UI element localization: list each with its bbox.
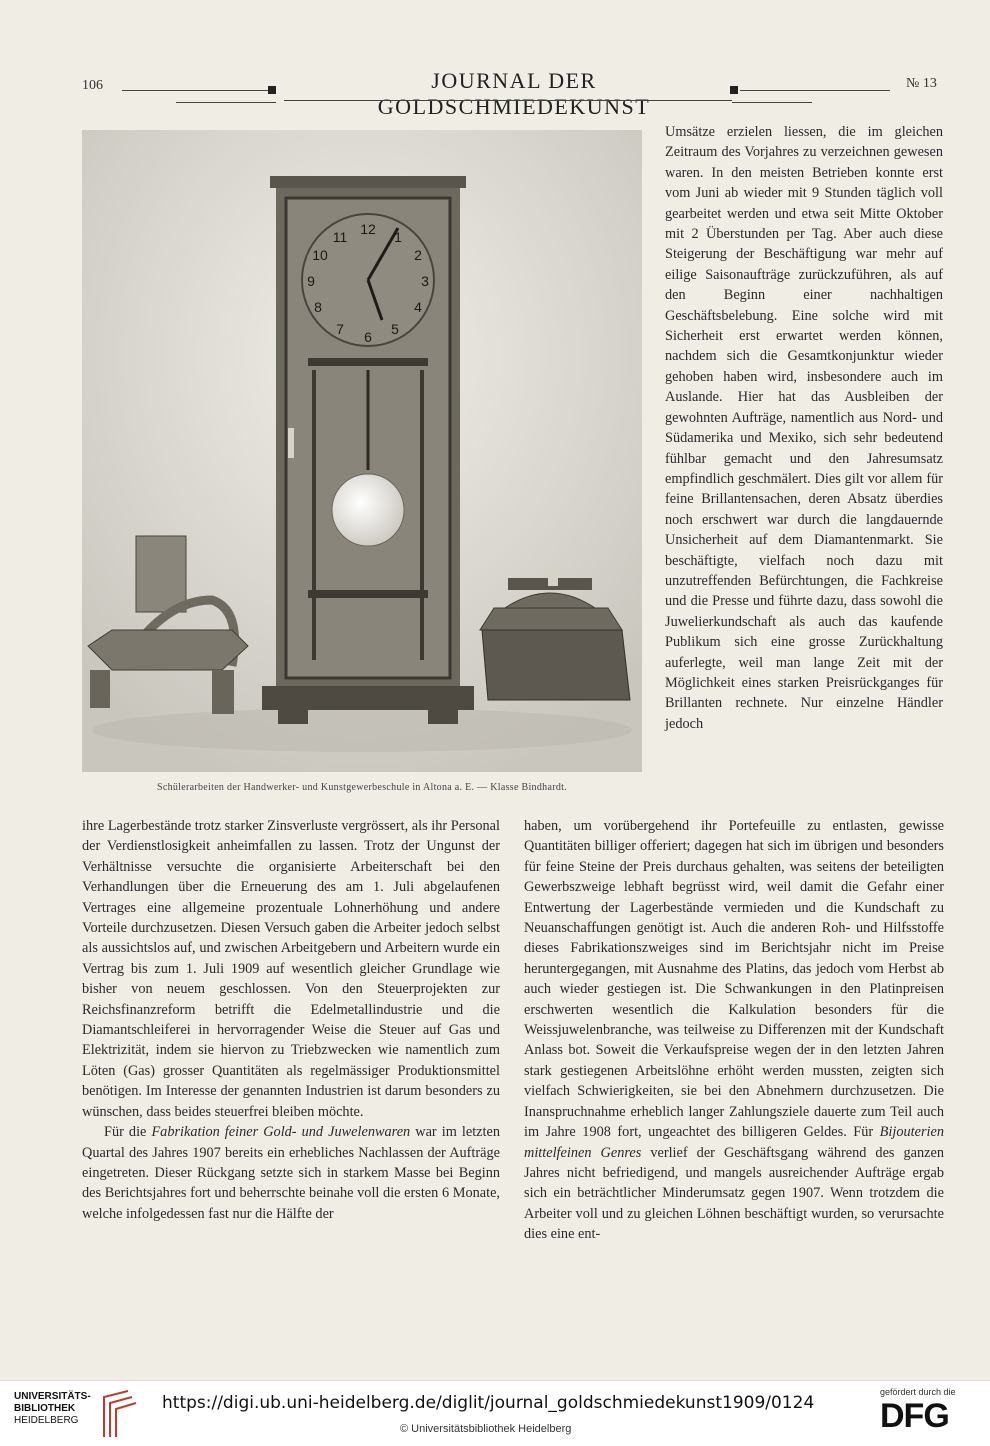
clock-numeral-3: 3 (421, 273, 429, 289)
text-span: haben, um vorübergehend ihr Portefeuille zu entlasten, gewisse Quantitäten billiger offeriert; dagegen hat sich im übrigen und besonders für feine Steine der Preis durchaus gehalten, was seitens der beteiligten Gewerbszweige lebhaft begrüsst wird, weil damit die Gefahr einer Entwertung der Lagerbestände vermieden und die Kundschaft zu Neuanschaffungen genötigt ist. Auch die anderen Roh- und Hilfsstoffe dieses Fabrikationszweiges sind im Berichtsjahr nicht im Preise heruntergegangen, mit Ausnahme des Platins, das jedoch vom Herbst ab auch wieder gestiegen ist. Die Schwankungen in den Platinpreisen erschwerten wesentlich die Kalkulation besonders für die Weissjuwelenbranche, was teilweise zu Differenzen mit der Kundschaft Anlass bot. Soweit die Verkaufspreise wegen der in den letzten Jahren stark gestiegenen Arbeitslöhne erhöht werden mussten, zeigten sich vielfach Schwierigkeiten, sie bei den Abnehmern durchzusetzen. Die Inanspruchnahme erheblich langer Zahlungsziele dauerte zum Teil auch im Jahre 1908 fort, ungeachtet des billigeren Geldes. Für (524, 818, 944, 1141)
clock-numeral-9: 9 (307, 273, 315, 289)
copyright: © Universitätsbibliothek Heidelberg (400, 1423, 572, 1435)
text-span: verlief der Geschäftsgang während des ganzen Jahres nicht befriedigend, und mangels ausreichender Aufträge ergab sich ein beträchtlicher Minderumsatz gegen 1907. Wenn trotzdem die Arbeiter voll und zu gleichen Löhnen beschäftigt wurden, so verursachte dies eine ent- (524, 1144, 944, 1243)
italic-term: Fabrikation feiner Gold- und Juwelenwaren (151, 1124, 411, 1141)
clock-numeral-8: 8 (314, 299, 322, 315)
header-rule-left (122, 90, 270, 91)
right-column-bottom (524, 816, 944, 1245)
header-rule-right-lower (732, 102, 812, 103)
library-line: BIBLIOTHEK (14, 1403, 76, 1414)
clock-numeral-12: 12 (360, 221, 376, 237)
right-column-top (665, 122, 943, 734)
clock-image (262, 176, 474, 724)
header-ornament-left (268, 86, 276, 94)
dfg-logo: DFG (880, 1397, 949, 1435)
paragraph (524, 816, 944, 1245)
viewer-footer (0, 1380, 990, 1446)
journal-title: JOURNAL DER GOLDSCHMIEDEKUNST (377, 68, 651, 119)
clock-numeral-7: 7 (336, 321, 344, 337)
photograph (82, 130, 642, 772)
clock-numeral-1: 1 (394, 229, 402, 245)
header-rule-left-lower (176, 102, 276, 103)
paragraph (82, 1122, 500, 1224)
clock-numeral-6: 6 (364, 329, 372, 345)
page-number: 106 (82, 78, 103, 93)
permalink-url[interactable]: https://digi.ub.uni-heidelberg.de/diglit/journal_goldschmiedekunst1909/0124 (162, 1393, 815, 1413)
clock-numeral-10: 10 (312, 247, 328, 263)
library-line: HEIDELBERG (14, 1415, 79, 1426)
library-name (14, 1391, 91, 1427)
library-logo-icon (98, 1387, 138, 1439)
left-column (82, 816, 500, 1224)
paragraph: Umsätze erzielen liessen, die im gleichen Zeitraum des Vorjahres zu verzeichnen gewesen waren. In den meisten Betrieben konnte erst vom Juni ab wieder mit 9 Stunden täglich voll gearbeitet werden und etwa seit Mitte Oktober mit 2 Überstunden per Tag. Aber auch diese Steigerung der Beschäftigung war mehr auf eilige Saisonaufträge zurückzuführen, als auf den Beginn einer nachhaltigen Geschäftsbelebung. Eine solche wird mit Sicherheit erst erwartet werden können, nachdem sich die Gesamtkonjunktur wieder gehoben haben wird, insbesondere auch im Auslande. Hier hat das Ausbleiben der gewohnten Aufträge, namentlich aus Nord- und Südamerika und Mexiko, sich sehr bedeutend fühlbar gemacht und den Jahresumsatz empfindlich geschmälert. Dies gilt vor allem für feine Brillantensachen, deren Absatz überdies noch erschwert war durch die langdauernde Unsicherheit auf dem Diamantenmarkt. Sie beschäftigte, vielfach noch dazu mit unzutreffenden Befürchtungen, die Fachkreise und die Presse und führte dazu, dass sowohl die Juwelierkundschaft als auch das kaufende Publikum sich eine grosse Zurückhaltung auferlegte, weil man lange Zeit mit der Möglichkeit eines starken Preisrückganges für Brillanten rechnete. Nur einzelne Händler jedoch (665, 124, 943, 732)
clock-numeral-2: 2 (414, 247, 422, 263)
paragraph: ihre Lagerbestände trotz starker Zinsverluste vergrössert, als ihr Personal der Verdienstlosigkeit anheimfallen zu lassen. Trotz der Ungunst der Verhältnisse versuchte die organisierte Arbeiterschaft bei den Verhandlungen über die Erneuerung des am 1. Juli abgelaufenen Vertrages eine allgemeine prozentuale Lohnerhöhung und andere Vorteile durchzusetzen. Diesen Versuch gaben die Arbeiter jedoch selbst als aussichtslos auf, und zwischen Arbeitgebern und Arbeitern wurde ein Vertrag bis zum 1. Juli 1909 auf wesentlich gleicher Grundlage wie bisher von neuem geschlossen. Von den Steuerprojekten zur Reichsfinanzreform betrifft die Edelmetallindustrie und die Diamantschleiferei in hervorragender Weise die Steuer auf Gas und Elektrizität, indem sie hiervon zu Triebzwecken wie namentlich zum Löten (Gas) grosser Quantitäten als regelmässiger Produktionsmittel benötigen. Im Interesse der genannten Industrien ist darum besonders zu wünschen, dass beides steuerfrei bleiben möchte. (82, 818, 500, 1120)
text-span: Für die (104, 1124, 152, 1141)
title-underline (284, 100, 732, 101)
figure-caption: Schülerarbeiten der Handwerker- und Kunstgewerbeschule in Altona a. E. — Klasse Bindhardt. (156, 782, 568, 793)
clock-numeral-5: 5 (391, 321, 399, 337)
header-rule-right (740, 90, 890, 91)
text-span: war im letzten Quartal des Jahres 1907 bereits ein erhebliches Nachlassen der Aufträge eingetreten. Dieser Rückgang setzte sich in starkem Masse bei Beginn des Berichtsjahres fort und beherrschte beinahe voll die ersten 6 Monate, welche infolgedessen fast nur die Hälfte der (82, 1124, 500, 1222)
header-ornament-right (730, 86, 738, 94)
issue-number: № 13 (906, 76, 937, 91)
clock-numeral-4: 4 (414, 299, 422, 315)
funded-by: gefördert durch die (880, 1387, 956, 1397)
italic-term: Bijouterien mittelfeinen Genres (524, 1124, 944, 1161)
clock-numeral-11: 11 (332, 229, 348, 245)
library-line: UNIVERSITÄTS- (14, 1391, 91, 1402)
